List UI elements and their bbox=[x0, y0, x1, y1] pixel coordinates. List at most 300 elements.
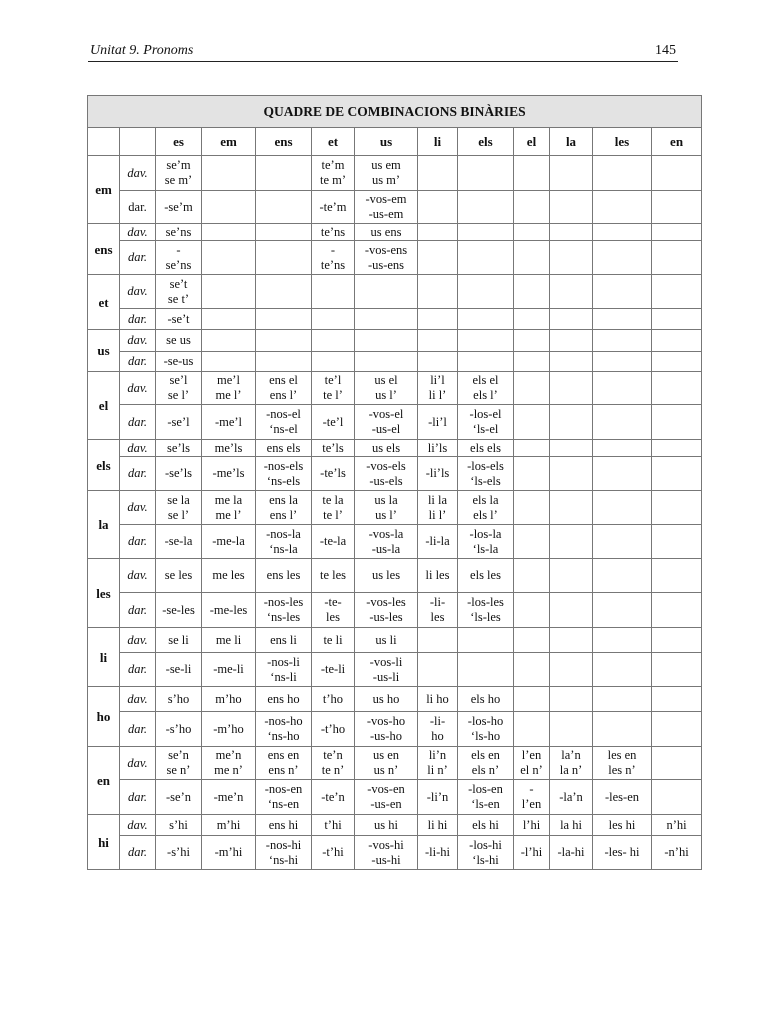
column-header-us: us bbox=[355, 128, 418, 156]
combination-cell bbox=[355, 747, 418, 780]
combination-cell bbox=[458, 372, 514, 405]
column-header-li: li bbox=[418, 128, 458, 156]
combination-cell bbox=[514, 525, 550, 559]
combination-cell bbox=[156, 836, 202, 870]
row-pronoun-li: li bbox=[88, 628, 120, 687]
combination-cell bbox=[550, 815, 593, 836]
combination-text: se l’ bbox=[167, 388, 190, 402]
combination-text: les n’ bbox=[608, 763, 636, 777]
combination-cell bbox=[312, 457, 355, 491]
combination-text: ‘ls-la bbox=[472, 541, 499, 556]
combination-text: les bbox=[430, 610, 445, 624]
combination-text: se li bbox=[168, 632, 189, 647]
combination-text: -m’ho bbox=[213, 721, 244, 736]
combination-text: -us-hi bbox=[371, 852, 401, 867]
combination-cell bbox=[593, 815, 652, 836]
combination-cell bbox=[458, 440, 514, 457]
combination-text: -nos-li bbox=[267, 654, 300, 669]
combination-cell bbox=[202, 191, 256, 224]
combination-text: -vos-els bbox=[366, 458, 406, 473]
combination-cell bbox=[156, 241, 202, 275]
combination-cell bbox=[202, 491, 256, 525]
combination-text: -us-en bbox=[370, 797, 402, 811]
column-header-row bbox=[88, 128, 702, 156]
combination-cell bbox=[156, 780, 202, 815]
combination-cell bbox=[355, 525, 418, 559]
combination-cell bbox=[550, 241, 593, 275]
column-header-es: es bbox=[156, 128, 202, 156]
combination-cell bbox=[458, 780, 514, 815]
combination-cell bbox=[202, 653, 256, 687]
combination-cell bbox=[652, 780, 702, 815]
combination-cell bbox=[355, 275, 418, 309]
position-label: dar. bbox=[120, 405, 156, 440]
combination-cell bbox=[355, 628, 418, 653]
combination-cell bbox=[202, 275, 256, 309]
combination-text: ens ho bbox=[267, 691, 300, 706]
table-row bbox=[88, 191, 702, 224]
combination-text: -n’hi bbox=[664, 845, 689, 859]
combination-cell bbox=[514, 836, 550, 870]
combination-cell bbox=[156, 815, 202, 836]
combination-cell bbox=[550, 653, 593, 687]
combination-cell bbox=[418, 780, 458, 815]
combination-text: me la bbox=[214, 492, 243, 507]
position-label: dav. bbox=[120, 559, 156, 593]
combination-cell bbox=[355, 156, 418, 191]
combination-cell bbox=[593, 747, 652, 780]
combination-cell bbox=[418, 653, 458, 687]
combination-text: -nos-les bbox=[263, 595, 304, 609]
combination-cell bbox=[202, 309, 256, 330]
combination-cell bbox=[156, 275, 202, 309]
combination-cell bbox=[593, 836, 652, 870]
combination-text: -se’m bbox=[164, 199, 193, 214]
combination-cell bbox=[550, 309, 593, 330]
combination-cell bbox=[256, 525, 312, 559]
position-label: dar. bbox=[120, 525, 156, 559]
combination-cell bbox=[418, 628, 458, 653]
combination-text: ens el bbox=[269, 373, 298, 387]
combination-text: ‘ns-els bbox=[266, 473, 301, 488]
combination-text: li hi bbox=[427, 817, 448, 832]
combination-cell bbox=[312, 224, 355, 241]
combination-text: li’ls bbox=[427, 440, 448, 455]
table-row bbox=[88, 330, 702, 352]
column-header-et: et bbox=[312, 128, 355, 156]
combination-cell bbox=[593, 440, 652, 457]
combination-cell bbox=[156, 372, 202, 405]
combination-cell bbox=[593, 457, 652, 491]
combination-cell bbox=[652, 457, 702, 491]
combination-text: -me-li bbox=[213, 662, 244, 676]
combination-text: se us bbox=[166, 333, 191, 347]
combination-text: se m’ bbox=[164, 173, 193, 187]
combination-text: us els bbox=[371, 440, 401, 455]
combination-cell bbox=[652, 352, 702, 372]
combination-cell bbox=[156, 457, 202, 491]
table-row bbox=[88, 224, 702, 241]
combination-text: ‘ns-hi bbox=[268, 852, 299, 867]
combination-cell bbox=[312, 836, 355, 870]
combination-cell bbox=[652, 372, 702, 405]
combination-text: -vos-em bbox=[365, 192, 407, 206]
combination-text: -li-la bbox=[425, 534, 450, 548]
combination-cell bbox=[256, 491, 312, 525]
combination-cell bbox=[652, 525, 702, 559]
combination-cell bbox=[514, 241, 550, 275]
combination-text: te la bbox=[322, 492, 344, 507]
position-label: dav. bbox=[120, 330, 156, 352]
combination-cell bbox=[355, 687, 418, 712]
combination-cell bbox=[458, 559, 514, 593]
table-row bbox=[88, 156, 702, 191]
combination-text: me’ls bbox=[214, 440, 243, 455]
combination-cell bbox=[418, 405, 458, 440]
row-pronoun-hi: hi bbox=[88, 815, 120, 870]
combination-cell bbox=[418, 372, 458, 405]
combination-cell bbox=[312, 191, 355, 224]
combination-cell bbox=[550, 330, 593, 352]
combination-cell bbox=[418, 687, 458, 712]
combination-text: us en bbox=[372, 748, 400, 762]
combination-cell bbox=[458, 653, 514, 687]
combination-text: les hi bbox=[608, 817, 636, 832]
combination-text: -la-hi bbox=[557, 845, 585, 859]
combination-text: se’l bbox=[169, 373, 188, 387]
combination-cell bbox=[256, 275, 312, 309]
combination-cell bbox=[202, 440, 256, 457]
combination-text: -se-li bbox=[165, 662, 192, 676]
combination-cell bbox=[652, 653, 702, 687]
combination-cell bbox=[550, 712, 593, 747]
combination-cell bbox=[593, 191, 652, 224]
combination-cell bbox=[550, 525, 593, 559]
combination-text: te’ns bbox=[320, 257, 346, 272]
combination-text: -vos-ho bbox=[366, 714, 406, 728]
combination-cell bbox=[256, 815, 312, 836]
combination-cell bbox=[202, 559, 256, 593]
row-pronoun-el: el bbox=[88, 372, 120, 440]
combination-cell bbox=[418, 156, 458, 191]
combination-cell bbox=[312, 491, 355, 525]
combination-text: s’ho bbox=[167, 691, 190, 706]
combination-text: -us-els bbox=[369, 473, 403, 488]
combination-cell bbox=[550, 687, 593, 712]
column-header-la: la bbox=[550, 128, 593, 156]
combination-text: -la’n bbox=[559, 789, 583, 804]
combination-text: te n’ bbox=[321, 763, 345, 777]
combination-cell bbox=[418, 440, 458, 457]
combination-text: us ho bbox=[372, 691, 400, 706]
position-label: dav. bbox=[120, 440, 156, 457]
combination-text: -me-la bbox=[212, 534, 245, 548]
combination-text: -m’hi bbox=[214, 845, 243, 859]
combination-text: -se-les bbox=[162, 602, 195, 617]
position-label: dar. bbox=[120, 191, 156, 224]
combination-text: us l’ bbox=[375, 388, 397, 402]
combination-text: m’hi bbox=[216, 817, 241, 832]
combination-cell bbox=[652, 241, 702, 275]
corner-cell bbox=[88, 128, 120, 156]
combination-text: -los-les bbox=[467, 595, 504, 609]
combination-cell bbox=[312, 593, 355, 628]
table-row bbox=[88, 687, 702, 712]
combination-cell bbox=[256, 593, 312, 628]
combination-cell bbox=[652, 712, 702, 747]
combination-text: li la bbox=[427, 492, 448, 507]
combination-cell bbox=[593, 525, 652, 559]
combination-text: - bbox=[176, 242, 181, 257]
combination-text: ‘ls-hi bbox=[472, 852, 499, 867]
combination-text: -me’ls bbox=[212, 466, 245, 480]
combination-cell bbox=[593, 275, 652, 309]
combination-cell bbox=[550, 628, 593, 653]
combination-cell bbox=[418, 352, 458, 372]
combination-cell bbox=[593, 156, 652, 191]
combination-text: t’hi bbox=[324, 817, 342, 832]
combination-cell bbox=[514, 330, 550, 352]
combination-text: te’m bbox=[321, 158, 345, 172]
combination-cell bbox=[202, 712, 256, 747]
column-header-el: el bbox=[514, 128, 550, 156]
combination-cell bbox=[593, 559, 652, 593]
combination-text: t’ho bbox=[322, 691, 344, 706]
combination-cell bbox=[652, 628, 702, 653]
combination-cell bbox=[355, 712, 418, 747]
combination-cell bbox=[652, 405, 702, 440]
combination-cell bbox=[202, 747, 256, 780]
combination-text: els ho bbox=[470, 691, 501, 706]
table-row bbox=[88, 593, 702, 628]
combination-cell bbox=[355, 372, 418, 405]
combination-text: -se’n bbox=[166, 789, 191, 804]
combination-cell bbox=[355, 653, 418, 687]
combination-cell bbox=[550, 836, 593, 870]
combination-cell bbox=[256, 780, 312, 815]
column-header-em: em bbox=[202, 128, 256, 156]
combination-cell bbox=[514, 372, 550, 405]
position-label: dav. bbox=[120, 687, 156, 712]
combination-text: -t’ho bbox=[320, 721, 346, 736]
combination-text: les en bbox=[607, 748, 637, 762]
combination-cell bbox=[550, 405, 593, 440]
combination-text: me’n bbox=[215, 748, 242, 762]
combination-text: -vos-la bbox=[368, 526, 404, 541]
combination-text: els n’ bbox=[471, 763, 500, 777]
combination-cell bbox=[156, 712, 202, 747]
combination-text: -les-en bbox=[604, 789, 639, 804]
combination-cell bbox=[256, 687, 312, 712]
combination-cell bbox=[256, 309, 312, 330]
combination-cell bbox=[202, 372, 256, 405]
combination-cell bbox=[156, 156, 202, 191]
combination-text: us el bbox=[374, 373, 398, 387]
combination-cell bbox=[458, 491, 514, 525]
combination-cell bbox=[355, 559, 418, 593]
combination-cell bbox=[156, 687, 202, 712]
combination-text: us les bbox=[371, 568, 401, 582]
combination-cell bbox=[652, 440, 702, 457]
combination-cell bbox=[593, 712, 652, 747]
combination-text: us l’ bbox=[375, 507, 397, 522]
combination-text: l’en bbox=[521, 797, 542, 811]
position-label: dav. bbox=[120, 275, 156, 309]
combination-text: se l’ bbox=[167, 507, 190, 522]
combination-text: -t’hi bbox=[322, 845, 344, 859]
combination-text: la n’ bbox=[559, 763, 583, 777]
combination-cell bbox=[458, 224, 514, 241]
combination-cell bbox=[256, 372, 312, 405]
table-title: QUADRE DE COMBINACIONS BINÀRIES bbox=[88, 96, 702, 128]
column-header-les: les bbox=[593, 128, 652, 156]
combination-text: us la bbox=[374, 492, 398, 507]
combination-text: -los-ho bbox=[467, 714, 504, 728]
combination-cell bbox=[312, 628, 355, 653]
combination-text: ens l’ bbox=[269, 388, 298, 402]
combination-text: us m’ bbox=[371, 173, 401, 187]
combination-cell bbox=[550, 372, 593, 405]
position-label: dav. bbox=[120, 156, 156, 191]
combination-cell bbox=[593, 780, 652, 815]
combination-cell bbox=[202, 457, 256, 491]
combination-text: us hi bbox=[374, 817, 398, 832]
combination-cell bbox=[514, 224, 550, 241]
position-label: dar. bbox=[120, 352, 156, 372]
combination-text: -me-les bbox=[209, 602, 248, 617]
combination-cell bbox=[156, 747, 202, 780]
combination-text: ens en bbox=[267, 748, 300, 762]
combination-text: li l’ bbox=[428, 507, 447, 522]
combination-text: -nos-hi bbox=[265, 837, 302, 852]
combination-text: -los-el bbox=[469, 407, 502, 421]
row-pronoun-em: em bbox=[88, 156, 120, 224]
combination-cell bbox=[514, 593, 550, 628]
combination-text: te’n bbox=[323, 748, 343, 762]
combination-text: se’ls bbox=[167, 440, 190, 455]
combination-cell bbox=[418, 275, 458, 309]
combination-cell bbox=[156, 491, 202, 525]
combinations-table bbox=[87, 95, 702, 870]
position-label: dar. bbox=[120, 712, 156, 747]
combination-text: -te-li bbox=[320, 662, 346, 676]
combination-cell bbox=[652, 815, 702, 836]
combination-cell bbox=[652, 309, 702, 330]
combination-text: -nos-la bbox=[266, 526, 301, 541]
combination-cell bbox=[514, 687, 550, 712]
combination-text: -les- hi bbox=[604, 845, 640, 859]
combination-cell bbox=[550, 593, 593, 628]
combination-cell bbox=[256, 330, 312, 352]
combination-cell bbox=[514, 712, 550, 747]
combination-text: te l’ bbox=[323, 507, 343, 522]
table-row bbox=[88, 372, 702, 405]
position-label: dar. bbox=[120, 780, 156, 815]
combination-cell bbox=[312, 241, 355, 275]
combination-text: se’m bbox=[166, 158, 191, 172]
combination-cell bbox=[256, 440, 312, 457]
combination-text: -nos-els bbox=[263, 458, 304, 473]
row-pronoun-ens: ens bbox=[88, 224, 120, 275]
row-pronoun-ho: ho bbox=[88, 687, 120, 747]
combination-text: -nos-en bbox=[264, 782, 303, 796]
combination-cell bbox=[312, 156, 355, 191]
combination-text: se la bbox=[167, 492, 190, 507]
combination-cell bbox=[256, 747, 312, 780]
combination-cell bbox=[418, 712, 458, 747]
combination-text: se’t bbox=[169, 276, 188, 291]
combination-cell bbox=[312, 687, 355, 712]
combination-cell bbox=[256, 712, 312, 747]
combination-text: se les bbox=[164, 568, 193, 582]
combination-cell bbox=[355, 593, 418, 628]
combination-cell bbox=[312, 352, 355, 372]
combination-cell bbox=[355, 191, 418, 224]
combination-cell bbox=[418, 457, 458, 491]
combination-cell bbox=[256, 156, 312, 191]
combination-cell bbox=[418, 747, 458, 780]
combination-text: n’hi bbox=[666, 817, 687, 832]
combination-cell bbox=[593, 687, 652, 712]
combination-cell bbox=[458, 275, 514, 309]
combination-cell bbox=[256, 191, 312, 224]
table-row bbox=[88, 405, 702, 440]
combination-cell bbox=[458, 405, 514, 440]
combination-cell bbox=[312, 815, 355, 836]
combination-text: me les bbox=[212, 568, 245, 582]
combination-text: -los-els bbox=[467, 458, 504, 473]
table-row bbox=[88, 559, 702, 593]
column-header-els: els bbox=[458, 128, 514, 156]
combination-cell bbox=[652, 330, 702, 352]
table-row bbox=[88, 440, 702, 457]
combination-text: ‘ls-les bbox=[470, 610, 501, 624]
combination-text: se t’ bbox=[167, 291, 190, 306]
position-label: dav. bbox=[120, 628, 156, 653]
combination-cell bbox=[355, 815, 418, 836]
combination-cell bbox=[202, 593, 256, 628]
combination-cell bbox=[418, 224, 458, 241]
combination-text: te’ns bbox=[320, 224, 346, 239]
combination-cell bbox=[550, 780, 593, 815]
combination-cell bbox=[156, 309, 202, 330]
combination-cell bbox=[593, 491, 652, 525]
combination-cell bbox=[256, 628, 312, 653]
row-pronoun-els: els bbox=[88, 440, 120, 491]
combination-text: els l’ bbox=[473, 388, 498, 402]
position-label: dav. bbox=[120, 747, 156, 780]
combination-cell bbox=[593, 241, 652, 275]
combination-text: l’hi bbox=[522, 817, 541, 832]
combination-cell bbox=[514, 309, 550, 330]
combination-cell bbox=[202, 525, 256, 559]
table-row bbox=[88, 241, 702, 275]
combination-text: ‘ns-en bbox=[267, 797, 300, 811]
combination-text: me li bbox=[215, 632, 242, 647]
combination-cell bbox=[312, 405, 355, 440]
combination-text: -us-ens bbox=[367, 257, 405, 272]
combination-cell bbox=[202, 780, 256, 815]
combination-cell bbox=[550, 440, 593, 457]
combination-cell bbox=[355, 405, 418, 440]
combination-text: se’n bbox=[168, 748, 189, 762]
combination-text: ‘ls-ho bbox=[470, 729, 501, 743]
combination-text: -los-la bbox=[469, 526, 502, 541]
combination-cell bbox=[312, 275, 355, 309]
combination-cell bbox=[355, 241, 418, 275]
combination-text: -te’ls bbox=[320, 466, 346, 480]
combination-cell bbox=[418, 836, 458, 870]
